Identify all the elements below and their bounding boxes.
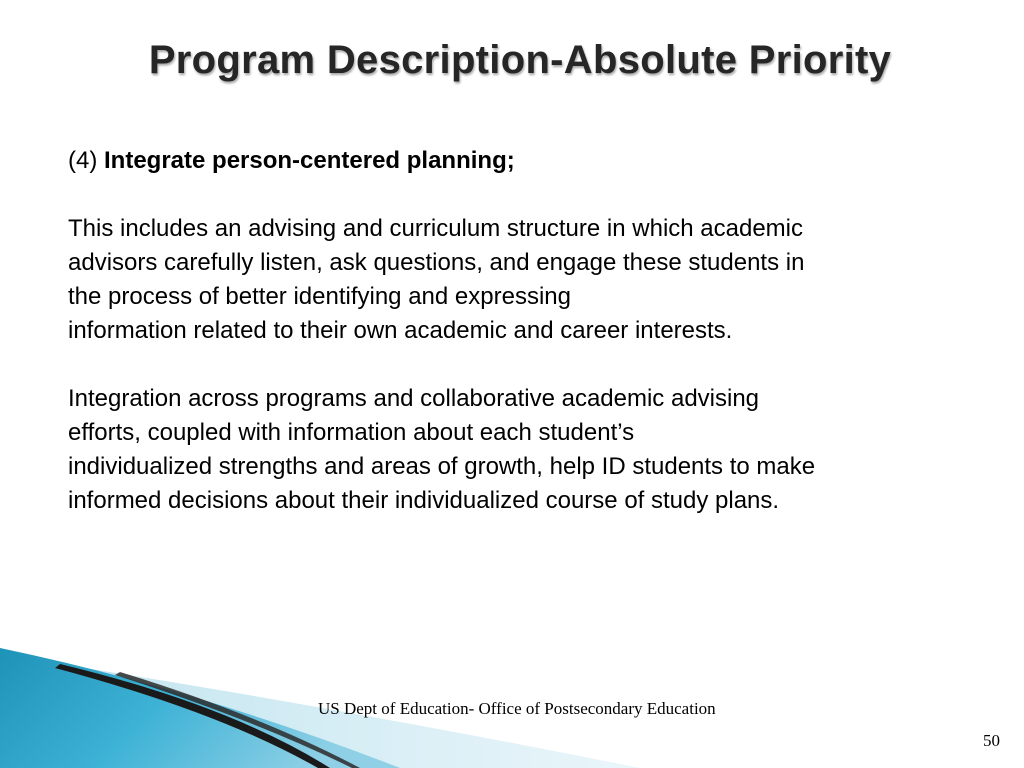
page-number: 50	[983, 731, 1000, 750]
paragraph-1-line-3: the process of better identifying and expressing	[68, 283, 571, 310]
paragraph-2-line-1: Integration across programs and collaborative academic advising	[68, 385, 760, 412]
paragraph-2-line-4: informed decisions about their individualized course of study plans.	[68, 487, 780, 514]
footer-text: US Dept of Education- Office of Postsecondary Education	[318, 699, 716, 718]
slide-title: Program Description-Absolute Priority	[148, 38, 892, 82]
paragraph-1-line-1: This includes an advising and curriculum structure in which academic	[68, 215, 803, 242]
paragraph-1-line-4: information related to their own academic and career interests.	[68, 317, 733, 344]
item-number: (4)	[68, 147, 98, 174]
item-heading	[68, 144, 968, 178]
paragraph-2	[68, 382, 968, 518]
paragraph-2-line-2: efforts, coupled with information about each student’s	[68, 419, 635, 446]
paragraph-1-line-2: advisors carefully listen, ask questions, and engage these students in	[68, 249, 805, 276]
slide-body	[68, 144, 968, 518]
paragraph-1	[68, 212, 968, 348]
item-heading-text: Integrate person-centered planning;	[104, 147, 515, 174]
paragraph-2-line-3: individualized strengths and areas of growth, help ID students to make	[68, 453, 816, 480]
